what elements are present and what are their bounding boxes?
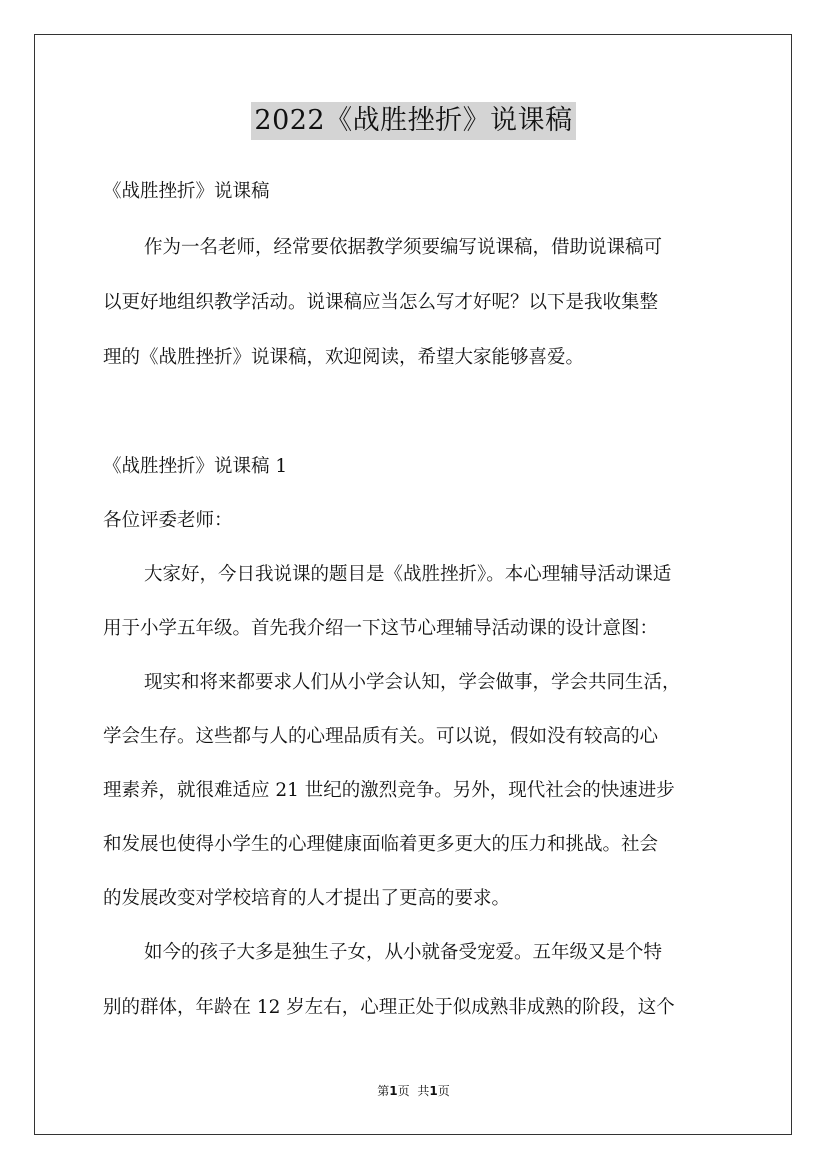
document-title: 2022《战胜挫折》说课稿 [251, 102, 575, 140]
footer-total-suffix: 页 [437, 1084, 450, 1098]
body-line-5: 理素养，就很难适应 21 世纪的激烈竞争。另外，现代社会的快速进步 [103, 780, 675, 801]
body-line-1: 大家好，今日我说课的题目是《战胜挫折》。本心理辅导活动课适 [144, 564, 672, 585]
footer-total-prefix: 共 [417, 1084, 430, 1098]
title-container [0, 102, 827, 140]
intro-line-2: 以更好地组织教学活动。说课稿应当怎么写才好呢？以下是我收集整 [103, 292, 659, 313]
body-line-7: 的发展改变对学校培育的人才提出了更高的要求。 [103, 888, 511, 909]
section-heading: 《战胜挫折》说课稿 1 [103, 456, 288, 477]
body-line-2: 用于小学五年级。首先我介绍一下这节心理辅导活动课的设计意图： [103, 618, 659, 639]
body-line-6: 和发展也使得小学生的心理健康面临着更多更大的压力和挑战。社会 [103, 834, 659, 855]
body-line-4: 学会生存。这些都与人的心理品质有关。可以说，假如没有较高的心 [103, 726, 659, 747]
subtitle-line: 《战胜挫折》说课稿 [103, 181, 270, 202]
footer-page-suffix: 页 [397, 1084, 410, 1098]
body-line-3: 现实和将来都要求人们从小学会认知，学会做事，学会共同生活， [144, 672, 681, 693]
page-footer [0, 1083, 827, 1099]
intro-line-3: 理的《战胜挫折》说课稿，欢迎阅读，希望大家能够喜爱。 [103, 347, 585, 368]
body-line-9: 别的群体，年龄在 12 岁左右，心理正处于似成熟非成熟的阶段，这个 [103, 997, 675, 1018]
body-line-8: 如今的孩子大多是独生子女，从小就备受宠爱。五年级又是个特 [144, 942, 663, 963]
footer-page-number: 1 [389, 1084, 398, 1098]
footer-total-number: 1 [429, 1084, 438, 1098]
footer-page-prefix: 第 [377, 1084, 390, 1098]
salutation: 各位评委老师： [103, 510, 233, 531]
intro-line-1: 作为一名老师，经常要依据教学须要编写说课稿，借助说课稿可 [144, 237, 663, 258]
